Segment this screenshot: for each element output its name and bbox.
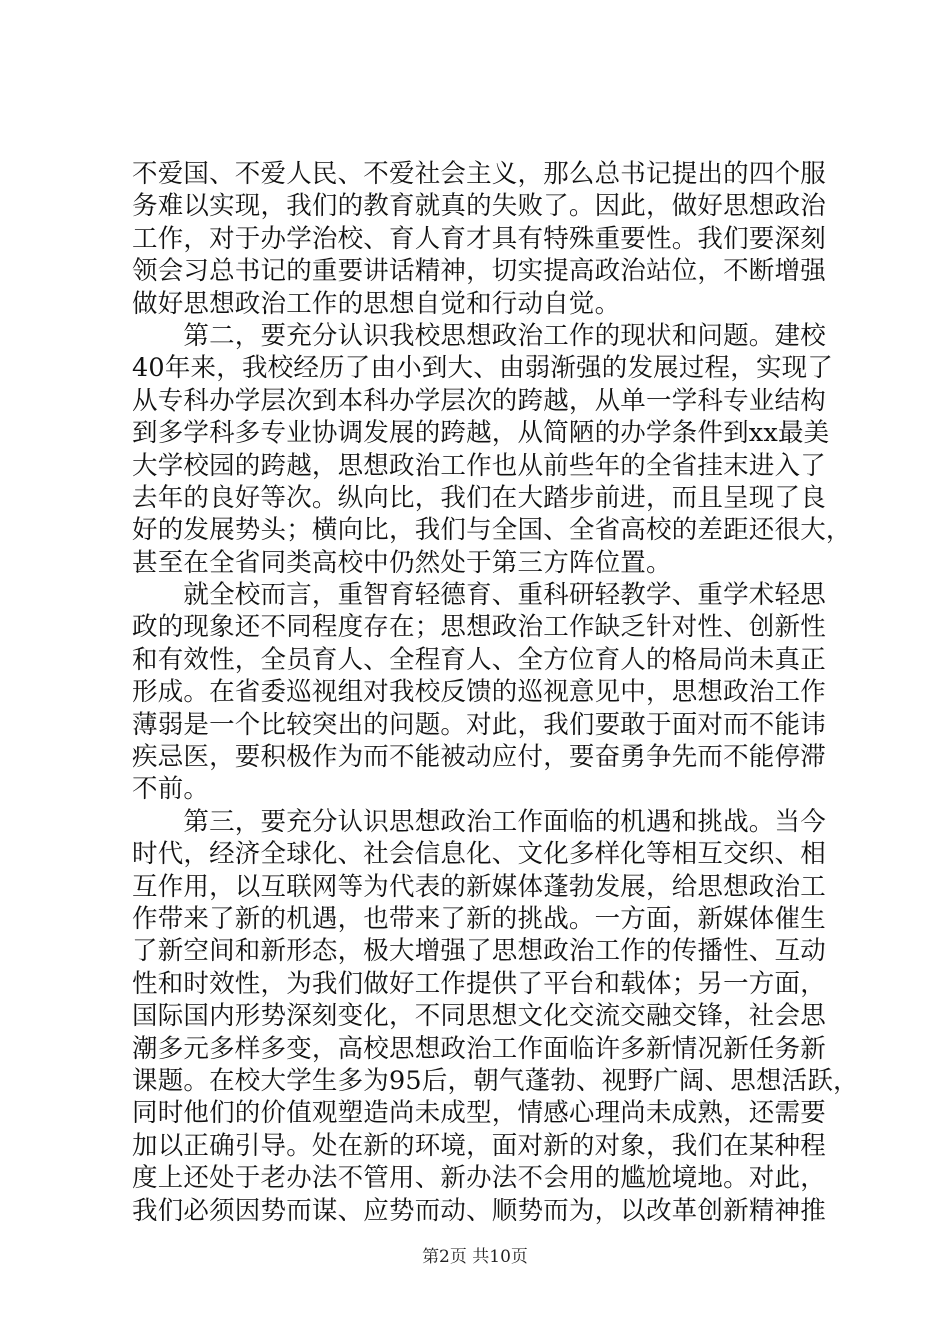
document-body: [132, 158, 859, 1227]
text-line: 和有效性，全员育人、全程育人、全方位育人的格局尚未真正: [132, 644, 826, 675]
text-line: 潮多元多样多变，高校思想政治工作面临许多新情况新任务新: [132, 1033, 826, 1064]
text-line: 从专科办学层次到本科办学层次的跨越，从单一学科专业结构: [132, 385, 826, 416]
text-line: 互作用，以互联网等为代表的新媒体蓬勃发展，给思想政治工: [132, 871, 826, 902]
text-line: 形成。在省委巡视组对我校反馈的巡视意见中，思想政治工作: [132, 677, 826, 708]
text-line: 领会习总书记的重要讲话精神，切实提高政治站位，不断增强: [132, 256, 826, 287]
text-line: 我们必须因势而谋、应势而动、顺势而为，以改革创新精神推: [132, 1195, 826, 1226]
text-line: 务难以实现，我们的教育就真的失败了。因此，做好思想政治: [132, 191, 826, 222]
text-line: 疾忌医，要积极作为而不能被动应付，要奋勇争先而不能停滞: [132, 742, 826, 773]
text-line: 同时他们的价值观塑造尚未成型，情感心理尚未成熟，还需要: [132, 1098, 826, 1129]
text-line: 就全校而言，重智育轻德育、重科研轻教学、重学术轻思: [132, 580, 826, 611]
text-line: 作带来了新的机遇，也带来了新的挑战。一方面，新媒体催生: [132, 903, 826, 934]
text-line: 好的发展势头；横向比，我们与全国、全省高校的差距还很大，: [132, 515, 852, 546]
text-line: 做好思想政治工作的思想自觉和行动自觉。: [132, 288, 621, 319]
text-line: 政的现象还不同程度存在；思想政治工作缺乏针对性、创新性: [132, 612, 826, 643]
text-line: 大学校园的跨越，思想政治工作也从前些年的全省挂末进入了: [132, 450, 826, 481]
page-number-footer: 第2页 共10页: [422, 1247, 528, 1267]
text-line: 性和时效性，为我们做好工作提供了平台和载体；另一方面，: [132, 968, 826, 999]
text-line: 加以正确引导。处在新的环境，面对新的对象，我们在某种程: [132, 1130, 826, 1161]
text-line: 甚至在全省同类高校中仍然处于第三方阵位置。: [132, 547, 672, 578]
text-line: 度上还处于老办法不管用、新办法不会用的尴尬境地。对此，: [132, 1163, 826, 1194]
text-line: 不爱国、不爱人民、不爱社会主义，那么总书记提出的四个服: [132, 159, 826, 189]
text-line: 到多学科多专业协调发展的跨越，从简陋的办学条件到xx最美: [132, 418, 830, 449]
text-line: 第二，要充分认识我校思想政治工作的现状和问题。建校: [132, 320, 826, 351]
text-line: 不前。: [132, 774, 210, 805]
text-line: 工作，对于办学治校、育人育才具有特殊重要性。我们要深刻: [132, 223, 826, 254]
text-line: 国际国内形势深刻变化，不同思想文化交流交融交锋，社会思: [132, 1001, 826, 1032]
text-line: 40年来，我校经历了由小到大、由弱渐强的发展过程，实现了: [132, 353, 834, 384]
text-line: 去年的良好等次。纵向比，我们在大踏步前进，而且呈现了良: [132, 482, 826, 513]
text-line: 课题。在校大学生多为95后，朝气蓬勃、视野广阔、思想活跃，: [132, 1065, 859, 1096]
text-line: 时代，经济全球化、社会信息化、文化多样化等相互交织、相: [132, 839, 826, 870]
text-line: 第三，要充分认识思想政治工作面临的机遇和挑战。当今: [132, 806, 826, 837]
text-line: 薄弱是一个比较突出的问题。对此，我们要敢于面对而不能讳: [132, 709, 826, 740]
text-line: 了新空间和新形态，极大增强了思想政治工作的传播性、互动: [132, 936, 826, 967]
